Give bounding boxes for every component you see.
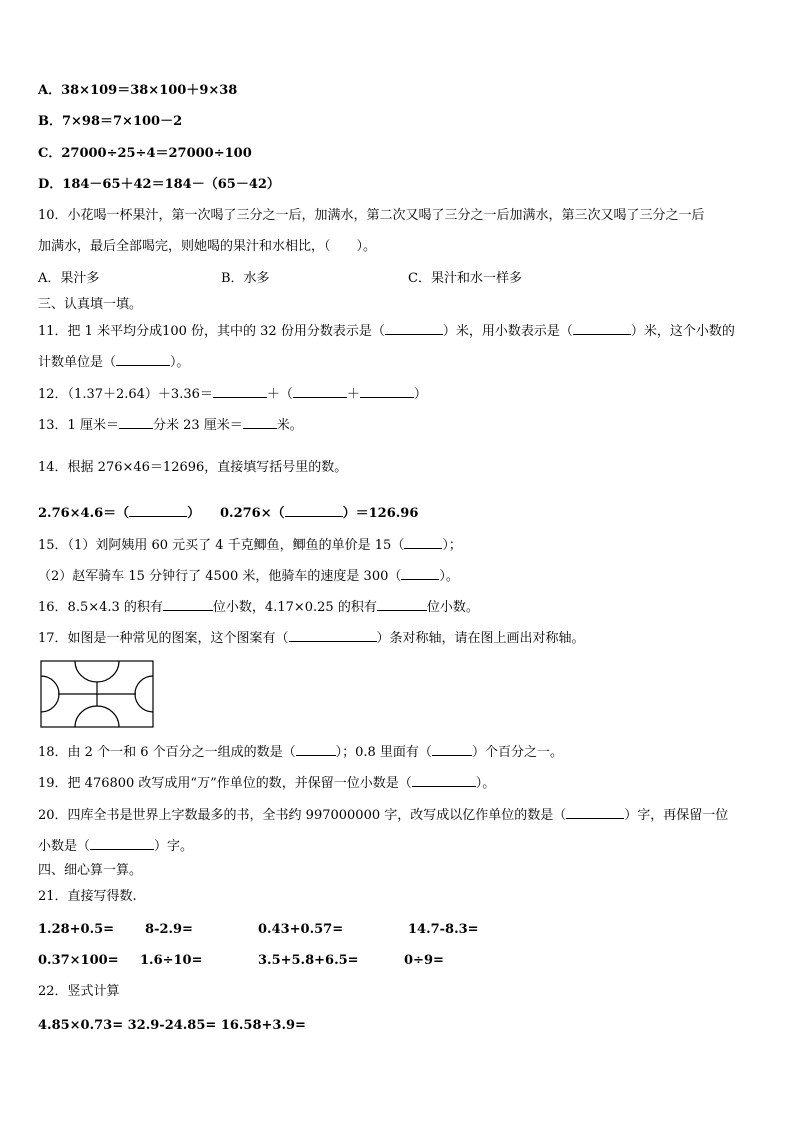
q13-blank-1[interactable] (119, 416, 153, 429)
q20-blank-1[interactable] (566, 806, 624, 819)
q15-line2 (38, 567, 459, 586)
pattern-top-arc (75, 661, 119, 682)
q19-text-b: ）。 (475, 776, 496, 791)
q15-text-l2a: （2）赵军骑车 15 分钟行了 4500 米，他骑车的速度是 300（ (38, 569, 402, 584)
section-4-heading: 四、细心算一算。 (38, 863, 143, 878)
q18-text-b: ）；0.8 里面有（ (335, 745, 432, 760)
q10-option-a: A．果汁多 (38, 271, 100, 286)
q16-text-a: 16．8.5×4.3 的积有 (38, 600, 163, 615)
symmetry-pattern-figure[interactable] (40, 660, 154, 728)
q11-text-a: 11．把 1 米平均分成100 份，其中的 32 份用分数表示是（ (38, 324, 385, 339)
q12-text-c: ＋ (346, 387, 360, 402)
q14-part1 (38, 504, 200, 523)
q15-blank-1[interactable] (404, 536, 442, 549)
section-3-heading: 三、认真填一填。 (38, 297, 143, 312)
q11-blank-1[interactable] (385, 322, 443, 335)
q21-calc-6: 1.6÷10= (140, 953, 203, 968)
pattern-left-arc (41, 676, 59, 712)
q14-part2 (220, 504, 418, 523)
q21-calc-8: 0÷9= (404, 953, 444, 968)
q14-p1-text-b: ） (187, 506, 201, 521)
q13-blank-2[interactable] (243, 416, 277, 429)
q20-text-c: 小数是（ (38, 839, 91, 854)
q11-line1 (38, 322, 735, 341)
q13-text-a: 13．1 厘米＝ (38, 418, 119, 433)
q16-blank-2[interactable] (377, 598, 427, 611)
option-b: B．7×98＝7×100－2 (38, 114, 183, 129)
q10-line2: 加满水，最后全部喝完，则她喝的果汁和水相比，（ ）。 (38, 239, 377, 254)
q13-line (38, 416, 303, 435)
q11-text-c: ）米，这个小数的 (630, 324, 735, 339)
q18-line (38, 743, 563, 762)
q16-blank-1[interactable] (163, 598, 213, 611)
q16-text-b: 位小数，4.17×0.25 的积有 (212, 600, 377, 615)
q11-text-d: 计数单位是（ (38, 355, 117, 370)
q13-text-b: 分米 23 厘米＝ (152, 418, 243, 433)
q15-blank-2[interactable] (401, 567, 439, 580)
q17-text-a: 17．如图是一种常见的图案，这个图案有（ (38, 631, 289, 646)
q11-text-b: ）米，用小数表示是（ (442, 324, 573, 339)
q12-blank-3[interactable] (360, 385, 414, 398)
q19-line (38, 774, 495, 793)
q12-line (38, 385, 427, 404)
q16-line (38, 598, 479, 617)
q20-blank-2[interactable] (90, 837, 154, 850)
q17-text-b: ）条对称轴，请在图上画出对称轴。 (376, 631, 585, 646)
q21-calc-4: 14.7-8.3= (408, 922, 479, 937)
q14-p2-text-a: 0.276×（ (220, 506, 285, 521)
q19-blank-1[interactable] (412, 774, 476, 787)
q21-calc-2: 8-2.9= (145, 922, 193, 937)
q10-option-b: B．水多 (221, 271, 270, 286)
q20-text-b: ）字，再保留一位 (624, 808, 729, 823)
pattern-bottom-arc (75, 706, 119, 727)
q18-text-c: ）个百分之一。 (471, 745, 563, 760)
option-c: C．27000÷25÷4＝27000÷100 (38, 146, 252, 161)
q12-text-b: ＋（ (266, 387, 293, 402)
q18-text-a: 18．由 2 个一和 6 个百分之一组成的数是（ (38, 745, 296, 760)
q18-blank-1[interactable] (296, 743, 336, 756)
q17-line (38, 629, 585, 648)
q14-p1-text-a: 2.76×4.6＝（ (38, 506, 130, 521)
q21-title: 21．直接写得数. (38, 889, 137, 904)
q18-blank-2[interactable] (432, 743, 472, 756)
q15-text-l1a: 15．（1）刘阿姨用 60 元买了 4 千克鲫鱼，鲫鱼的单价是 15（ (38, 538, 405, 553)
q21-calc-3: 0.43+0.57= (258, 922, 344, 937)
option-d: D．184－65＋42＝184－（65－42） (38, 177, 280, 192)
q14-p2-text-b: ）＝126.96 (342, 506, 419, 521)
q21-calc-5: 0.37×100= (38, 953, 119, 968)
q11-blank-3[interactable] (116, 353, 170, 366)
q21-calc-1: 1.28+0.5= (38, 922, 115, 937)
q14-blank-1[interactable] (129, 504, 187, 517)
q10-option-c: C．果汁和水一样多 (408, 271, 522, 286)
q20-line1 (38, 806, 728, 825)
q15-text-l1b: ）； (442, 538, 462, 553)
q14-text: 14．根据 276×46＝12696，直接填写括号里的数。 (38, 460, 348, 475)
q15-text-l2b: ）。 (439, 569, 459, 584)
q15-line1 (38, 536, 462, 555)
q11-blank-2[interactable] (573, 322, 631, 335)
q22-calcs: 4.85×0.73= 32.9-24.85= 16.58+3.9= (38, 1018, 306, 1033)
q12-text-a: 12．（1.37＋2.64）＋3.36＝ (38, 387, 213, 402)
q20-text-d: ）字。 (154, 839, 194, 854)
q11-text-e: ）。 (170, 355, 190, 370)
pattern-right-arc (135, 676, 153, 712)
q13-text-c: 米。 (276, 418, 303, 433)
q19-text-a: 19．把 476800 改写成用“万”作单位的数，并保留一位小数是（ (38, 776, 412, 791)
q17-blank-1[interactable] (289, 629, 377, 642)
q12-text-d: ） (413, 387, 427, 402)
q20-text-a: 20．四库全书是世界上字数最多的书，全书约 997000000 字，改写成以亿作单位的数是（ (38, 808, 567, 823)
q12-blank-1[interactable] (213, 385, 267, 398)
q16-text-c: 位小数。 (426, 600, 479, 615)
q22-title: 22．竖式计算 (38, 984, 120, 999)
q14-blank-2[interactable] (285, 504, 343, 517)
q12-blank-2[interactable] (293, 385, 347, 398)
q20-line2 (38, 837, 193, 856)
q21-calc-7: 3.5+5.8+6.5= (258, 953, 359, 968)
q11-line2 (38, 353, 190, 372)
option-a: A．38×109＝38×100＋9×38 (38, 83, 238, 98)
q10-line1: 10．小花喝一杯果汁，第一次喝了三分之一后，加满水，第二次又喝了三分之一后加满水，第三次又喝了三分之一后 (38, 208, 705, 223)
